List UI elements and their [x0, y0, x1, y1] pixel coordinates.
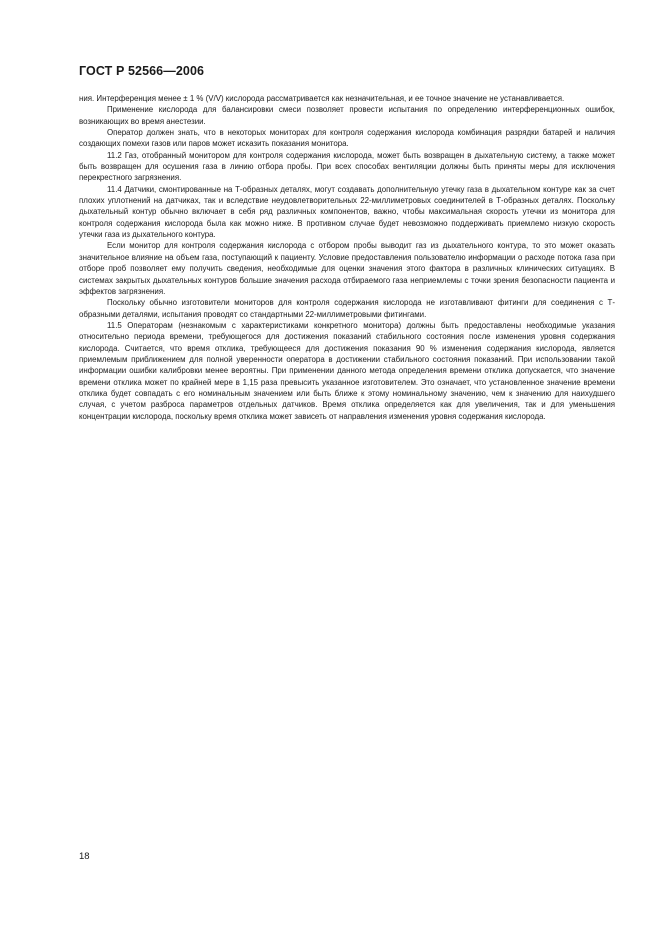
paragraph: ния. Интерференция менее ± 1 % (V/V) кислорода рассматривается как незначительная, и ее точное значение не устанавливается. [79, 94, 565, 103]
paragraph: Поскольку обычно изготовители мониторов для контроля содержания кислорода не изготавливают фитинги для соединения с Т-образными деталями, испытания проводят со стандартными 22-миллиметровыми фитингами. [79, 298, 615, 319]
paragraph: Оператор должен знать, что в некоторых мониторах для контроля содержания кислорода комбинация разрядки батарей и наличия создающих помехи газов или паров может исказить показания монитора. [79, 128, 615, 149]
paragraph-11-2: 11.2 Газ, отобранный монитором для контроля содержания кислорода, может быть возвращен в дыхательную систему, а также может быть возвращен для осушения газа в линию отбора пробы. При всех способах вентиляции должны быть приняты меры для исключения перекрестного загрязнения. [79, 150, 615, 183]
paragraph: Применение кислорода для балансировки смеси позволяет провести испытания по определению интерференционных ошибок, возникающих во время анестезии. [79, 105, 615, 126]
paragraph-11-5: 11.5 Операторам (незнакомым с характеристиками конкретного монитора) должны быть предоставлены необходимые указания относительно периода времени, требующегося для достижения показаний стабильного состояния после изменения уровня содержания кислорода. Считается, что время отклика, требующееся для достижения показания 90 % изменения содержания кислорода, является приемлемым приближением для полной уверенности оператора в достижении стабильного состояния показаний. При использовании такой информации ошибки калибровки менее вероятны. При применении данного метода определения времени отклика допускается, что значение времени отклика может по крайней мере в 1,15 раза превысить указанное изготовителем. Это означает, что установленное значение времени отклика будет совпадать с его номинальным значением или быть ближе к этому номинальному значению, чем к значению для наихудшего случая, с учетом разброса параметров отдельных датчиков. Время отклика определяется как для увеличения, так и для уменьшения концентрации кислорода, поскольку время отклика может зависеть от направления изменения уровня содержания кислорода. [79, 320, 615, 421]
paragraph: Если монитор для контроля содержания кислорода с отбором пробы выводит газ из дыхательного контура, то это может оказать значительное влияние на объем газа, поступающий к пациенту. Условие предоставления пользователю информации о расходе потока газа при отборе проб позволяет ему получить сведения, необходимые для оценки значения этого фактора в различных клинических ситуациях. В системах закрытых дыхательных контуров большие значения расхода отбираемого газа неприемлемы с точки зрения безопасности пациента и эффектов загрязнения. [79, 241, 615, 296]
page-number: 18 [79, 851, 90, 862]
paragraph-11-4: 11.4 Датчики, смонтированные на Т-образных деталях, могут создавать дополнительную утечку газа в дыхательном контуре как за счет плохих уплотнений на датчиках, так и вследствие неудовлетворительных 22-миллиметровых соединителей в Т-образных деталях. Поскольку дыхательный контур обычно включает в себя ряд различных компонентов, важно, чтобы максимальная скорость утечки из монитора для контроля содержания кислорода была как можно ниже. В противном случае будет невозможно поддерживать приемлемо низкую скорость утечки газа из дыхательного контура. [79, 184, 615, 240]
document-body [79, 93, 615, 422]
document-header: ГОСТ Р 52566—2006 [79, 64, 205, 78]
